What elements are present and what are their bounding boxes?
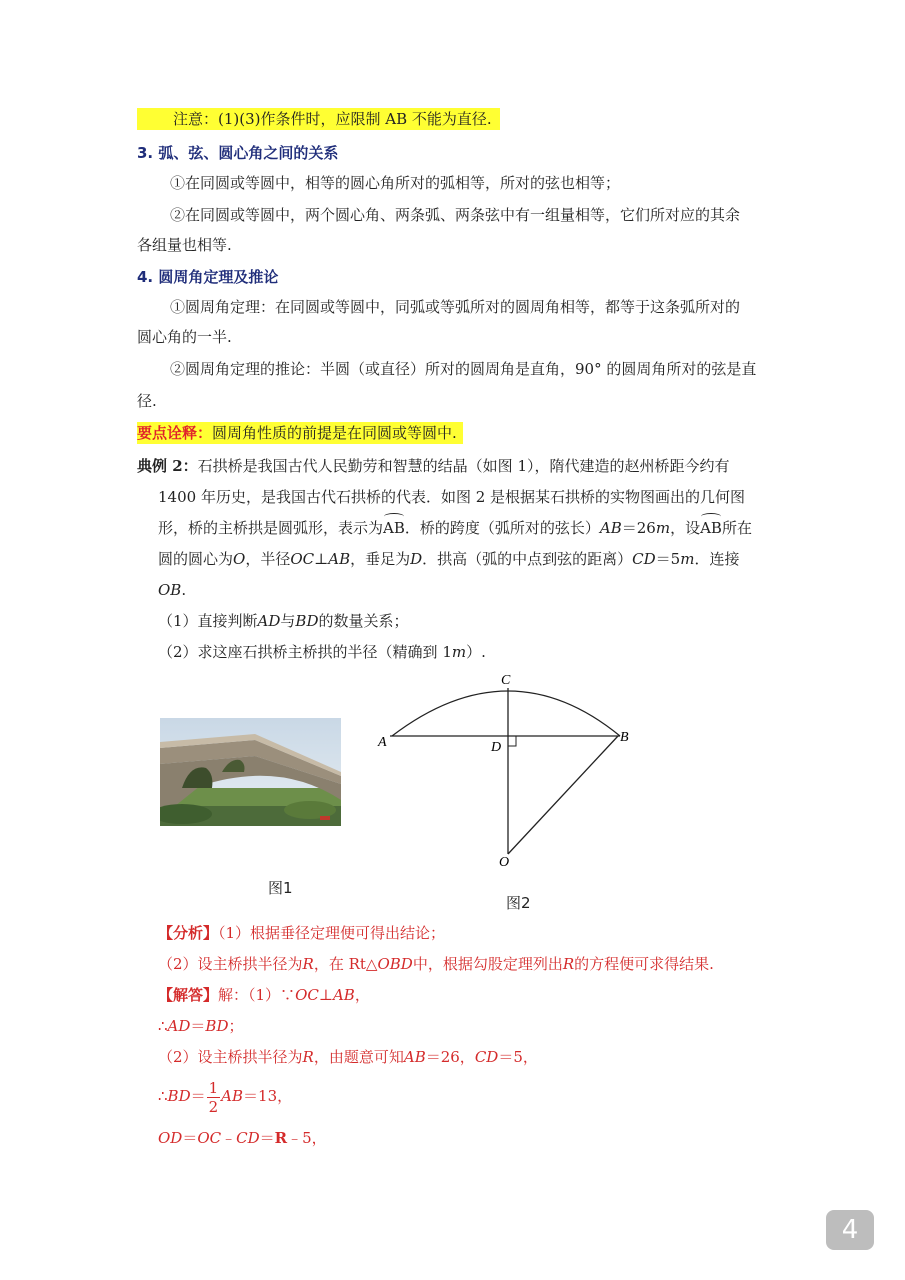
section4-item1-line2: 圆心角的一半. xyxy=(137,328,232,346)
segment-ob xyxy=(508,736,618,854)
example-line2: 1400 年历史，是我国古代石拱桥的代表．如图 2 是根据某石拱桥的实物图画出的几何图 xyxy=(158,488,746,506)
answer-line4: ∴BD＝ $\frac{1}{2}$ AB＝13， xyxy=(158,1078,293,1116)
key-point-line xyxy=(137,422,463,444)
section4-item2-line1: ②圆周角定理的推论：半圆（或直径）所对的圆周角是直角，90° 的圆周角所对的弦是直 xyxy=(170,360,757,378)
label-a: A xyxy=(378,735,387,750)
example-line5: OB. xyxy=(158,581,187,599)
note-line xyxy=(137,108,500,130)
label-d: D xyxy=(491,740,502,755)
fraction-one-half: $\frac{1}{2}$ xyxy=(208,1078,219,1116)
section3-title: 3. 弧、弦、圆心角之间的关系 xyxy=(137,144,339,162)
note-text: 注意：(1)(3)作条件时，应限制 AB 不能为直径. xyxy=(137,108,500,130)
analysis-line1: 【分析】（1）根据垂径定理便可得出结论； xyxy=(158,924,446,942)
example-question2: （2）求这座石拱桥主桥拱的半径（精确到 1m）. xyxy=(158,643,486,661)
arc-ab-symbol: AB xyxy=(383,519,405,537)
analysis-label: 【分析】 xyxy=(158,924,219,942)
section4-item2-line2: 径. xyxy=(137,392,157,410)
right-angle-mark xyxy=(508,736,516,746)
example-line4: 圆的圆心为O，半径OC⊥AB，垂足为D．拱高（弧的中点到弦的距离）CD＝5m．连接 xyxy=(158,550,740,568)
key-point-text: 圆周角性质的前提是在同圆或等圆中. xyxy=(212,424,457,442)
answer-line2: ∴AD＝BD； xyxy=(158,1017,244,1035)
arc-ab xyxy=(392,691,620,736)
example-label: 典例 2： xyxy=(137,457,198,475)
section3-item1: ①在同圆或等圆中，相等的圆心角所对的弧相等，所对的弦也相等； xyxy=(170,174,621,192)
section4-title: 4. 圆周角定理及推论 xyxy=(137,268,279,286)
label-c: C xyxy=(501,673,511,688)
section4-item1-line1: ①圆周角定理：在同圆或等圆中，同弧或等弧所对的圆周角相等，都等于这条弧所对的 xyxy=(170,298,741,316)
section3-item2-line1: ②在同圆或等圆中，两个圆心角、两条弧、两条弦中有一组量相等，它们所对应的其余 xyxy=(170,206,741,224)
example-line1: 典例 2：石拱桥是我国古代人民勤劳和智慧的结晶（如图 1），隋代建造的赵州桥距今约有 xyxy=(137,457,730,475)
label-o: O xyxy=(499,855,510,868)
section3-item2-line2: 各组量也相等. xyxy=(137,236,232,254)
example-line3: 形，桥的主桥拱是圆弧形，表示为AB．桥的跨度（弧所对的弦长）AB＝26m，设AB所在 xyxy=(158,519,752,537)
answer-line3: （2）设主桥拱半径为R，由题意可知AB＝26，CD＝5， xyxy=(158,1048,538,1066)
figure1-caption: 图1 xyxy=(268,879,293,897)
key-point-label: 要点诠释： xyxy=(137,424,213,442)
arc-ab-symbol: AB xyxy=(700,519,722,537)
analysis-line2: （2）设主桥拱半径为R，在 Rt△OBD中，根据勾股定理列出R的方程便可求得结果. xyxy=(158,955,714,973)
label-b: B xyxy=(620,730,629,745)
answer-line1: 【解答】解：（1）∵OC⊥AB， xyxy=(158,986,370,1004)
figure2-caption: 图2 xyxy=(506,894,531,912)
example-question1: （1）直接判断AD与BD的数量关系； xyxy=(158,612,409,630)
bridge-photo xyxy=(160,718,341,826)
geometry-diagram xyxy=(370,668,640,868)
page-number-badge[interactable]: 4 xyxy=(826,1210,874,1250)
answer-label: 【解答】 xyxy=(158,986,219,1004)
answer-line5: OD＝OC﹣CD＝R﹣5， xyxy=(158,1129,327,1147)
